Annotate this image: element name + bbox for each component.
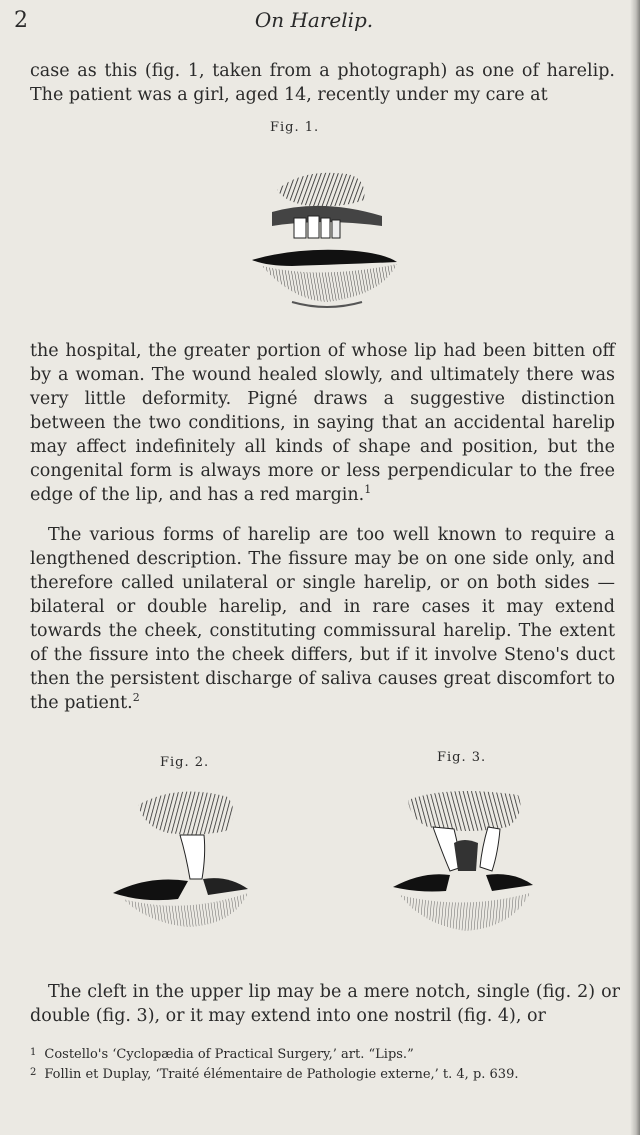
page-edge-shadow: [630, 0, 640, 1135]
figure-2-single-harelip-illustration: [108, 775, 258, 940]
page-number: 2: [14, 8, 28, 33]
footnote-2-text: Follin et Duplay, ‘Traité élémentaire de Pathologie externe,’ t. 4, p. 639.: [44, 1067, 519, 1082]
paragraph-2: [30, 339, 615, 507]
running-title: On Harelip.: [254, 8, 374, 32]
footnote-1: [30, 1043, 414, 1065]
footnote-2-mark: 2: [30, 1067, 37, 1078]
paragraph-3-text: The various forms of harelip are too well known to require a lengthened description. The fissure may be on one side only, and therefore called unilateral or single harelip, or on both sides —bilateral or double harelip, and in rare cases it may extend towards the cheek, constituting commissural harelip. The extent of the fissure into the cheek differs, but if it involve Steno's duct then the persistent discharge of saliva causes great discomfort to the patient.: [30, 525, 615, 713]
footnote-2: [30, 1063, 518, 1085]
figure-1-harelip-illustration: [232, 160, 412, 320]
footnote-ref-1: 1: [364, 483, 372, 497]
paragraph-3: [30, 523, 615, 715]
footnote-ref-2: 2: [132, 691, 140, 705]
paragraph-1: case as this (fig. 1, taken from a photograph) as one of harelip. The patient was a girl, aged 14, recently under my care at: [30, 61, 615, 105]
page-header: [14, 8, 614, 42]
footnote-1-mark: 1: [30, 1047, 37, 1058]
figure-1-caption: Fig. 1.: [270, 120, 320, 135]
paragraph-2-text: the hospital, the greater portion of whose lip had been bitten off by a woman. The wound healed slowly, and ultimately there was very little deformity. Pigné draws a suggestive distinction between the two conditions, in saying that an accidental harelip may affect indefinitely all kinds of shape and position, but the congenital form is always more or less perpendicular to the free edge of the lip, and has a red margin.: [30, 341, 615, 505]
footnote-1-text: Costello's ‘Cyclopædia of Practical Surgery,’ art. “Lips.”: [44, 1047, 414, 1062]
figure-2-caption: Fig. 2.: [160, 755, 210, 770]
figure-3-double-harelip-illustration: [388, 775, 538, 940]
paragraph-4: The cleft in the upper lip may be a mere notch, single (fig. 2) or double (fig. 3), or it may extend into one nostril (fig. 4), or: [30, 982, 620, 1026]
figure-3-caption: Fig. 3.: [437, 750, 487, 765]
